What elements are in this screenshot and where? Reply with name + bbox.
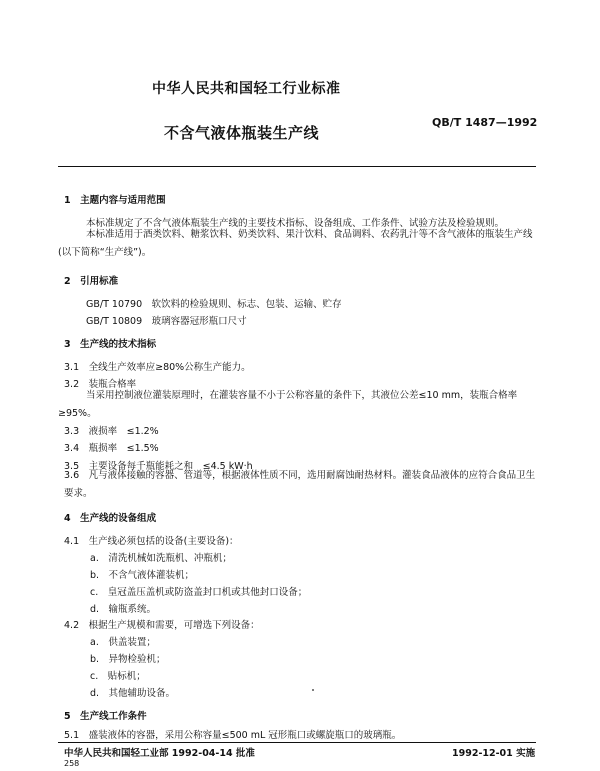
item-5-1: 5.1 盛装液体的容器，采用公称容量≤500 mL 冠形瓶口或螺旋瓶口的玻璃瓶。 — [64, 730, 402, 741]
reference-gb-t-10809: GB/T 10809 玻璃容器冠形瓶口尺寸 — [86, 316, 247, 327]
section-5-heading: 5 生产线工作条件 — [64, 711, 147, 722]
scan-speck — [312, 689, 314, 691]
section-1-heading: 1 主题内容与适用范围 — [64, 195, 166, 206]
item-4-1-a: a. 清洗机械如洗瓶机、冲瓶机； — [90, 553, 232, 564]
item-3-4: 3.4 瓶损率 ≤1.5% — [64, 443, 159, 454]
standard-organization: 中华人民共和国轻工行业标准 — [152, 81, 341, 97]
item-4-2-a: a. 供盖装置； — [90, 637, 156, 648]
item-3-1: 3.1 全线生产效率应≥80%公称生产能力。 — [64, 362, 251, 373]
item-4-2: 4.2 根据生产规模和需要，可增选下列设备： — [64, 620, 260, 631]
implementation-date: 1992-12-01 实施 — [452, 748, 536, 759]
item-4-1-c: c. 皇冠盖压盖机或防盗盖封口机或其他封口设备； — [90, 587, 308, 598]
section-4-heading: 4 生产线的设备组成 — [64, 513, 157, 524]
item-4-1-d: d. 输瓶系统。 — [90, 604, 157, 615]
item-4-1: 4.1 生产线必须包括的设备(主要设备)： — [64, 536, 239, 547]
item-4-1-b: b. 不含气液体灌装机； — [90, 570, 195, 581]
item-4-2-d: d. 其他辅助设备。 — [90, 688, 176, 699]
section-3-heading: 3 生产线的技术指标 — [64, 339, 157, 350]
section-2-heading: 2 引用标准 — [64, 276, 119, 287]
header-divider — [58, 166, 536, 167]
section-1-para-1: 本标准规定了不含气液体瓶装生产线的主要技术指标、设备组成、工作条件、试验方法及检验规则。 — [86, 218, 505, 229]
reference-gb-t-10790: GB/T 10790 软饮料的检验规则、标志、包装、运输、贮存 — [86, 299, 342, 310]
approval-statement: 中华人民共和国轻工业部 1992-04-14 批准 — [64, 748, 255, 759]
item-3-2-paragraph: 当采用控制液位灌装原理时，在灌装容量不小于公称容量的条件下，其液位公差≤10 mm，装瓶合格率≥95%。 — [58, 390, 518, 419]
standard-code: QB/T 1487—1992 — [432, 116, 538, 129]
item-4-2-b: b. 异物检验机； — [90, 654, 166, 665]
item-4-2-c: c. 贴标机； — [90, 671, 146, 682]
item-3-6: 3.6 凡与液体接触的容器、管道等，根据液体性质不同，选用耐腐蚀耐热材料。灌装食品液体的应符合食品卫生要求。 — [64, 470, 536, 499]
footer-divider — [58, 742, 536, 743]
item-3-3: 3.3 液损率 ≤1.2% — [64, 426, 159, 437]
document-title: 不含气液体瓶装生产线 — [164, 124, 320, 142]
item-3-2: 3.2 装瓶合格率 — [64, 379, 137, 390]
page-number: 258 — [64, 759, 80, 768]
item-3-5: 3.5 主要设备每千瓶能耗之和 ≤4.5 kW·h — [64, 461, 253, 472]
section-1-para-2: 本标准适用于酒类饮料、糖浆饮料、奶类饮料、果汁饮料、食品调料、农药乳汁等不含气液体的瓶装生产线(以下简称“生产线”)。 — [58, 229, 533, 258]
